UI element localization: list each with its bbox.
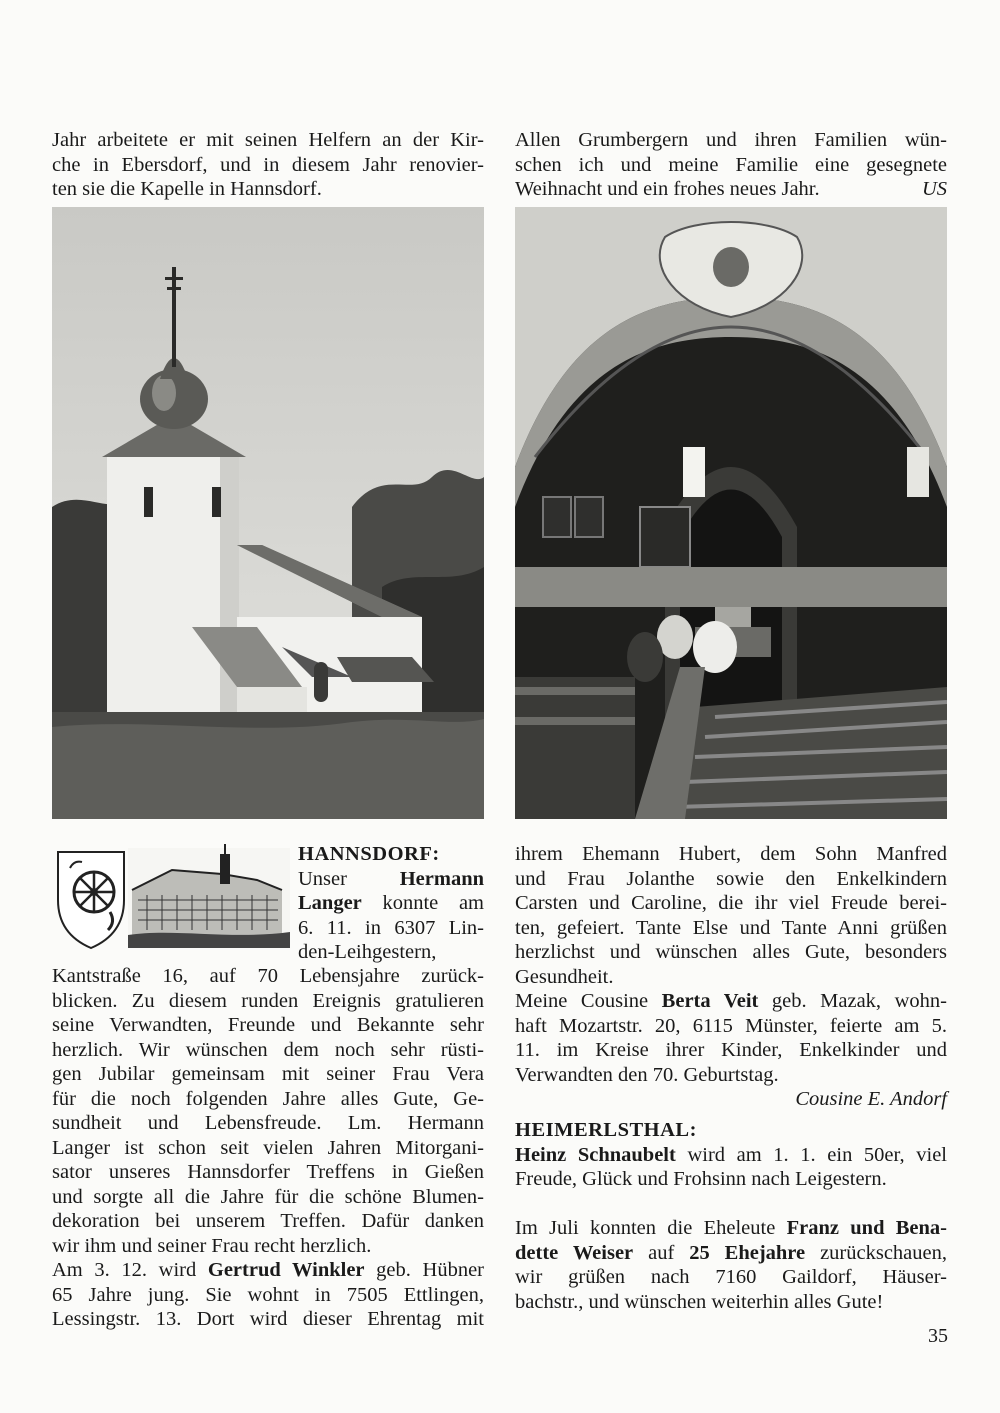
text-fragment: konnte am bbox=[382, 892, 484, 914]
text-fragment: Am 3. 12. wird bbox=[52, 1259, 197, 1281]
text-line: Kantstraße 16, auf 70 Lebensjahre zurück- bbox=[52, 965, 484, 987]
text-line: haft Mozartstr. 20, 6115 Münster, feierte am 5. bbox=[515, 1014, 947, 1037]
text-line bbox=[515, 989, 947, 1014]
text-line: Freude, Glück und Frohsinn nach Leigestern. bbox=[515, 1168, 887, 1190]
text-line: bachstr., und wünschen weiterhin alles Gute! bbox=[515, 1290, 884, 1313]
top-right-paragraph bbox=[515, 128, 947, 202]
text-line: 6. 11. in 6307 Lin- bbox=[298, 916, 484, 939]
church-exterior-illustration bbox=[52, 207, 484, 819]
text-line: sundheit und Lebensfreude. Lm. Hermann bbox=[52, 1112, 484, 1134]
text-line: Langer ist schon seit vielen Jahren Mitorgani- bbox=[52, 1136, 484, 1159]
blank-line bbox=[515, 1192, 947, 1217]
text-line: Jahr arbeitete er mit seinen Helfern an der Kir- bbox=[52, 129, 484, 151]
page-number: 35 bbox=[928, 1325, 948, 1347]
text-line bbox=[515, 1216, 947, 1241]
top-left-paragraph bbox=[52, 128, 484, 202]
text-fragment: auf bbox=[648, 1241, 675, 1264]
text-line bbox=[52, 1258, 484, 1283]
text-line: schen ich und meine Familie eine gesegnete bbox=[515, 153, 947, 176]
text-fragment: geb. Mazak, wohn- bbox=[771, 990, 947, 1012]
text-line: seine Verwandten, Freunde und Bekannte sehr bbox=[52, 1014, 484, 1036]
heimerlsthal-heading: HEIMERLSTHAL: bbox=[515, 1119, 697, 1141]
text-fragment: wird am 1. 1. ein 50er, viel bbox=[687, 1143, 948, 1166]
text-line: den-Leihgestern, bbox=[298, 941, 437, 963]
text-line: Lessingstr. 13. Dort wird dieser Ehrentag mit bbox=[52, 1308, 484, 1330]
person-name: Franz und Bena- bbox=[786, 1217, 947, 1239]
text-line bbox=[298, 867, 484, 892]
text-fragment: zurückschauen, bbox=[820, 1241, 948, 1264]
text-line: herzlichst und wünschen alles Gute, besonders bbox=[515, 941, 947, 963]
text-line-body: Weihnacht und ein frohes neues Jahr. bbox=[515, 178, 820, 200]
text-line: ihrem Ehemann Hubert, dem Sohn Manfred bbox=[515, 843, 947, 865]
text-line: Allen Grumbergern und ihren Familien wün- bbox=[515, 129, 947, 151]
text-fragment: Im Juli konnten die Eheleute bbox=[515, 1217, 776, 1239]
signature-cousine: Cousine E. Andorf bbox=[795, 1088, 947, 1110]
church-exterior-photo bbox=[52, 207, 484, 819]
text-fragment: geb. Hübner bbox=[376, 1259, 485, 1281]
text-fragment: Meine Cousine bbox=[515, 990, 649, 1012]
church-interior-photo bbox=[515, 207, 947, 819]
person-name: Hermann bbox=[399, 867, 484, 890]
text-line: 65 Jahre jung. Sie wohnt in 7505 Ettlingen, bbox=[52, 1283, 484, 1306]
text-line bbox=[515, 177, 947, 202]
text-line bbox=[298, 891, 484, 916]
text-line bbox=[515, 1241, 947, 1266]
anniversary-label: 25 Ehejahre bbox=[689, 1241, 806, 1264]
text-line: Verwandten den 70. Geburtstag. bbox=[515, 1063, 779, 1086]
hannsdorf-body bbox=[52, 964, 484, 1332]
text-line: sator unseres Hannsdorfer Treffens in Gießen bbox=[52, 1161, 484, 1183]
text-line: ten, gefeiert. Tante Else und Tante Anni grüßen bbox=[515, 916, 947, 939]
text-line: gen Jubilar gemeinsam mit seiner Frau Vera bbox=[52, 1063, 484, 1085]
church-interior-illustration bbox=[515, 207, 947, 819]
text-line: che in Ebersdorf, und in diesem Jahr renovier- bbox=[52, 153, 484, 176]
hannsdorf-intro bbox=[298, 842, 484, 965]
text-line: und Frau Jolanthe sowie den Enkelkindern bbox=[515, 867, 947, 890]
person-name: Heinz Schnaubelt bbox=[515, 1143, 676, 1166]
hannsdorf-heading: HANNSDORF: bbox=[298, 843, 440, 865]
person-name: Langer bbox=[298, 892, 362, 914]
heimerlsthal-section bbox=[515, 1118, 947, 1314]
text-fragment: Unser bbox=[298, 867, 347, 890]
text-line: herzlich. Wir wünschen dem noch sehr rüsti- bbox=[52, 1038, 484, 1061]
text-line bbox=[515, 1143, 947, 1168]
text-line: Gesundheit. bbox=[515, 965, 614, 988]
person-name: Berta Veit bbox=[661, 990, 759, 1012]
text-line: dekoration bei unserem Treffen. Dafür danken bbox=[52, 1210, 484, 1232]
text-line: 11. im Kreise ihrer Kinder, Enkelkinder und bbox=[515, 1039, 947, 1061]
person-name: dette Weiser bbox=[515, 1241, 634, 1264]
text-line: wir grüßen nach 7160 Gaildorf, Häuser- bbox=[515, 1266, 947, 1288]
coat-of-arms-icon bbox=[52, 840, 290, 952]
text-line: Carsten und Caroline, die ihr viel Freude berei- bbox=[515, 892, 947, 914]
signature-us: US bbox=[921, 178, 947, 200]
text-line: für die noch folgenden Jahre alles Gute, Ge- bbox=[52, 1087, 484, 1110]
text-line: und sorgte all die Jahre für die schöne Blumen- bbox=[52, 1185, 484, 1208]
right-column-body bbox=[515, 842, 947, 1112]
person-name: Gertrud Winkler bbox=[207, 1259, 365, 1281]
text-line: blicken. Zu diesem runden Ereignis gratulieren bbox=[52, 989, 484, 1012]
text-line: wir ihm und seiner Frau recht herzlich. bbox=[52, 1234, 372, 1257]
text-line: ten sie die Kapelle in Hannsdorf. bbox=[52, 178, 322, 200]
hannsdorf-emblem bbox=[52, 840, 290, 952]
